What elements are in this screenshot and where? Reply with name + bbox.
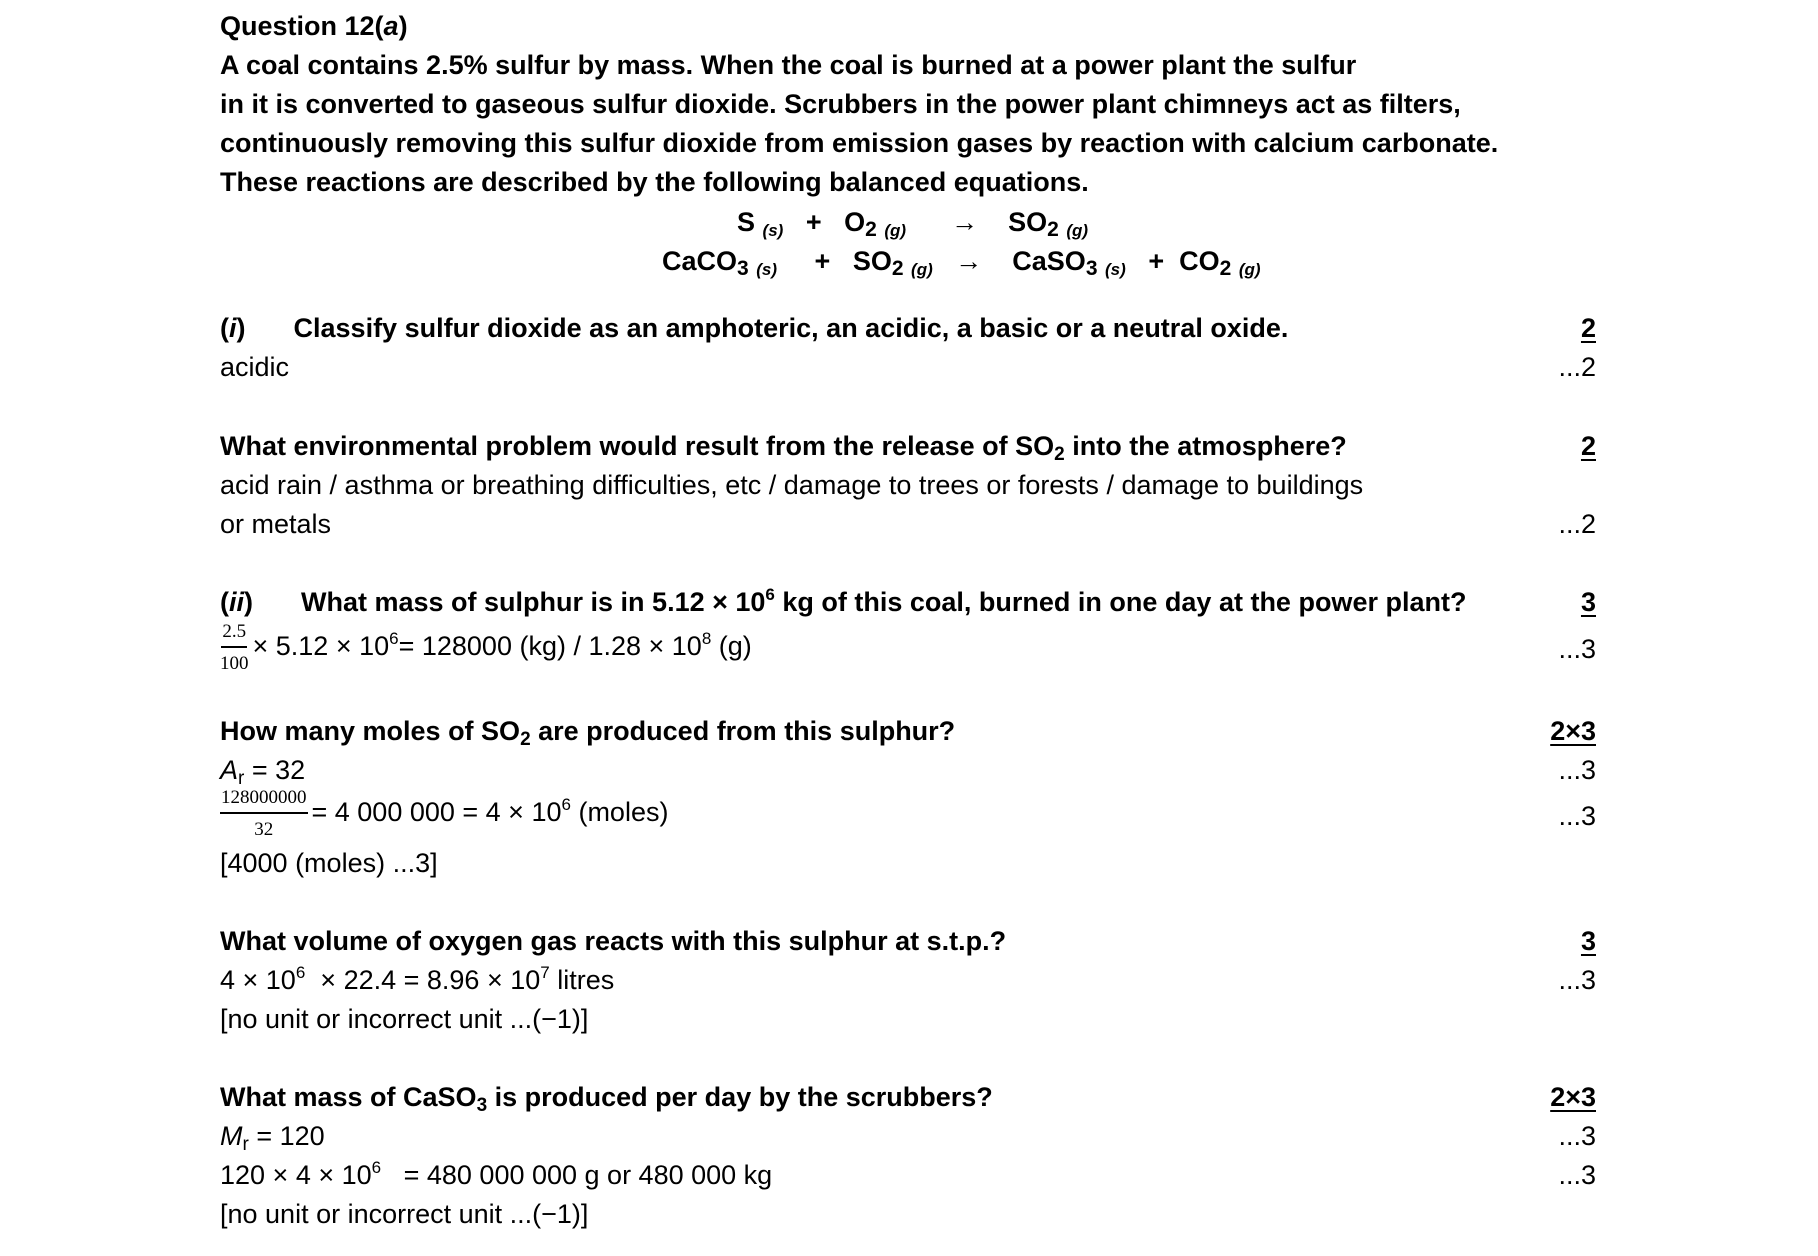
eq2-reactant2: SO	[852, 246, 892, 276]
eq1-reactant1-state: (s)	[762, 221, 784, 240]
q2-sub: 2	[520, 729, 531, 750]
mr-symbol: M	[220, 1121, 243, 1151]
frac-num: 128000000	[220, 786, 308, 814]
part-ii-q2-calculation	[220, 786, 668, 842]
calc-sup: 6	[371, 1158, 382, 1177]
eq1-product1: SO	[1008, 207, 1048, 237]
calc-post: (moles)	[570, 797, 669, 828]
eq2-product2-sub: 2	[1219, 257, 1232, 280]
calc-sup2: 7	[540, 963, 550, 982]
calc-sup: 6	[561, 795, 571, 815]
part-i-q2-total-marks: 2	[1580, 431, 1596, 461]
part-ii-q2-total-marks: 2×3	[1550, 716, 1596, 746]
part-i-q2-answer-mark: ...2	[1558, 509, 1596, 539]
q1-text-pre: What mass of sulphur is in 5.12 × 10	[301, 587, 766, 617]
q4-text-pre: What mass of CaSO	[220, 1082, 477, 1112]
part-i-q1-answer: acidic	[220, 352, 290, 382]
title-suffix: )	[398, 11, 408, 41]
mr-value: = 120	[248, 1121, 325, 1151]
part-ii-q3-note: [no unit or incorrect unit ...(−1)]	[220, 1004, 589, 1034]
part-i-q1-answer-mark: ...2	[1558, 352, 1596, 382]
eq2-product1-state: (s)	[1105, 260, 1126, 279]
part-ii-q1-total-marks: 3	[1580, 587, 1596, 617]
part-ii-label	[220, 587, 253, 617]
part-ii-q4-mr	[220, 1118, 325, 1154]
eq1-reactant1: S	[737, 207, 756, 237]
calc-pre: 4 × 10	[220, 965, 296, 995]
eq2-plus: +	[814, 246, 831, 276]
eq2-reactant1-sub: 3	[737, 257, 749, 280]
part-ii-q4-mark-2: ...3	[1558, 1160, 1596, 1190]
eq2-reactant1-state: (s)	[756, 260, 777, 279]
label-num: ii	[229, 587, 245, 617]
frac-den: 100	[220, 653, 249, 674]
part-ii-q2-mark-1: ...3	[1558, 755, 1596, 785]
q4-text-post: is produced per day by the scrubbers?	[487, 1082, 993, 1112]
title-part-letter: a	[383, 11, 399, 41]
q1-text-post: kg of this coal, burned in one day at the power plant?	[774, 587, 1467, 617]
ar-symbol: A	[220, 755, 239, 785]
eq2-product1-sub: 3	[1085, 257, 1098, 280]
ar-value: = 32	[244, 755, 306, 785]
part-ii-q4-total-marks: 2×3	[1550, 1082, 1596, 1112]
part-ii-q4-note: [no unit or incorrect unit ...(−1)]	[220, 1199, 589, 1229]
part-ii-q4-calculation	[220, 1157, 772, 1193]
part-ii-q2-question	[220, 713, 955, 749]
eq2-product2-state: (g)	[1238, 260, 1261, 279]
eq2-reactant1: CaCO	[662, 246, 738, 276]
calc-sup2: 8	[701, 629, 712, 649]
part-ii-q1-mark: ...3	[1558, 634, 1596, 664]
eq1-plus: +	[805, 207, 822, 237]
part-i-question	[220, 310, 1288, 346]
part-i-q1-total-marks: 2	[1580, 313, 1596, 343]
eq1-reactant2-sub: 2	[865, 218, 877, 241]
label-open: (	[220, 313, 229, 343]
calc-pre: = 4 000 000 = 4 × 10	[311, 797, 562, 828]
label-open: (	[220, 587, 229, 617]
eq2-reactant2-sub: 2	[891, 257, 904, 280]
eq2-arrow: →	[955, 246, 983, 276]
eq1-reactant2-state: (g)	[884, 221, 907, 240]
q2-text-pre: How many moles of SO	[220, 716, 521, 746]
eq1-reactant2: O	[844, 207, 866, 237]
title-prefix: Question 12(	[220, 11, 384, 41]
label-num: i	[229, 313, 237, 343]
q4-sub: 3	[476, 1095, 488, 1116]
intro-line-1: A coal contains 2.5% sulfur by mass. When the coal is burned at a power plant the sulfur	[220, 50, 1357, 80]
q2-text-post: into the atmosphere?	[1064, 431, 1347, 461]
part-i-q2-question	[220, 428, 1347, 464]
frac-den: 32	[254, 819, 274, 840]
eq2-plus2: +	[1148, 246, 1165, 276]
part-ii-q2-alternative: [4000 (moles) ...3]	[220, 848, 438, 878]
question-title	[220, 8, 408, 44]
part-ii-q2-mark-2: ...3	[1558, 801, 1596, 831]
mr-sub: r	[242, 1134, 249, 1155]
calc-sup1: 6	[295, 963, 306, 982]
part-ii-q2-ar	[220, 752, 305, 788]
calc-mid: = 128000 (kg) / 1.28 × 10	[398, 631, 702, 662]
part-ii-q4-question	[220, 1079, 993, 1115]
calc-post: (g)	[711, 631, 752, 662]
part-ii-q3-mark: ...3	[1558, 965, 1596, 995]
intro-line-4: These reactions are described by the following balanced equations.	[220, 167, 1089, 197]
calc-post: litres	[549, 965, 615, 995]
part-ii-q4-mark-1: ...3	[1558, 1121, 1596, 1151]
part-i-label	[220, 313, 246, 343]
intro-line-2: in it is converted to gaseous sulfur dioxide. Scrubbers in the power plant chimneys act as filters,	[220, 89, 1461, 119]
calc-post: = 480 000 000 g or 480 000 kg	[381, 1160, 773, 1190]
eq2-reactant2-state: (g)	[911, 260, 933, 279]
calc-pre: × 5.12 × 10	[252, 631, 390, 662]
equation-2	[662, 243, 1261, 288]
calc-pre: 120 × 4 × 10	[220, 1160, 372, 1190]
part-ii-q3-calculation	[220, 962, 614, 998]
fraction-128000000-over-32	[220, 786, 308, 842]
calc-sup1: 6	[389, 629, 399, 649]
label-close: )	[244, 587, 254, 617]
q2-text-post: are produced from this sulphur?	[530, 716, 956, 746]
part-ii-q3-total-marks: 3	[1580, 926, 1596, 956]
eq1-product1-sub: 2	[1047, 218, 1059, 241]
part-ii-question	[220, 584, 1466, 620]
part-ii-q1-calculation	[220, 620, 752, 676]
part-i-q2-answer-line-1: acid rain / asthma or breathing difficulties, etc / damage to trees or forests / damage to buildings	[220, 470, 1364, 500]
part-i-q2-answer-line-2: or metals	[220, 509, 332, 539]
eq1-arrow: →	[951, 207, 979, 237]
part-i-q1-text: Classify sulfur dioxide as an amphoteric, an acidic, a basic or a neutral oxide.	[293, 313, 1289, 343]
eq2-product2: CO	[1179, 246, 1220, 276]
fraction-2-5-over-100	[220, 620, 249, 676]
ar-sub: r	[238, 768, 245, 789]
part-ii-q3-question: What volume of oxygen gas reacts with this sulphur at s.t.p.?	[220, 926, 1007, 956]
q2-sub: 2	[1054, 444, 1065, 465]
label-close: )	[236, 313, 246, 343]
q1-sup: 6	[765, 585, 775, 604]
intro-line-3: continuously removing this sulfur dioxide from emission gases by reaction with calcium carbonate.	[220, 128, 1499, 158]
eq2-product1: CaSO	[1012, 246, 1086, 276]
q2-text-pre: What environmental problem would result from the release of SO	[220, 431, 1055, 461]
calc-mid: × 22.4 = 8.96 × 10	[305, 965, 541, 995]
frac-num: 2.5	[221, 620, 247, 648]
eq1-product1-state: (g)	[1066, 221, 1089, 240]
